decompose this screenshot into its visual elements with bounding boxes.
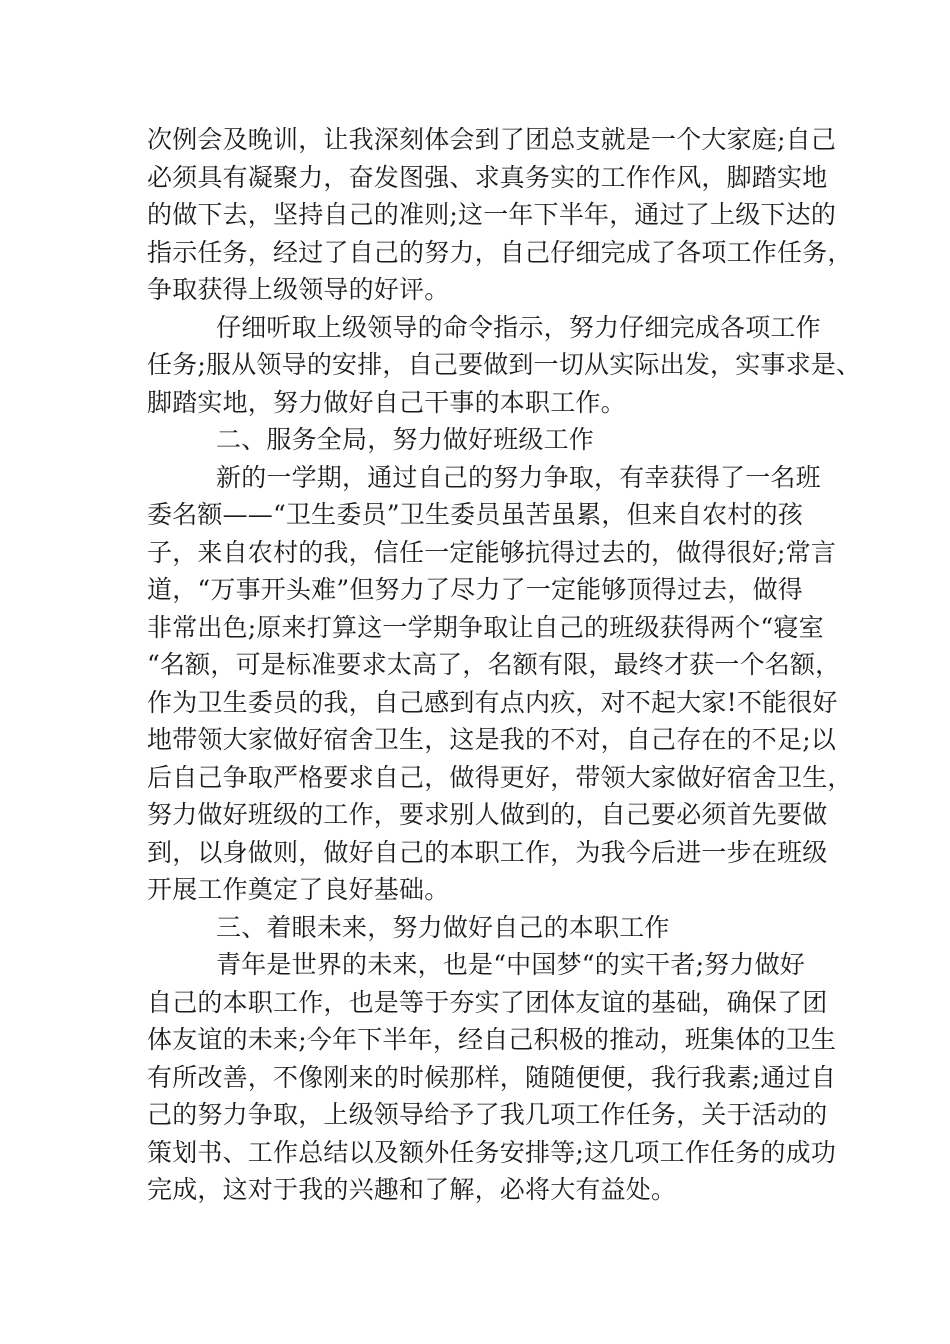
text-line: 自己的本职工作，也是等于夯实了团体友谊的基础，确保了团 [147,988,828,1017]
text-line: 己的努力争取，上级领导给予了我几项工作任务，关于活动的 [147,1100,828,1129]
text-line: 脚踏实地，努力做好自己干事的本职工作。 [147,388,626,417]
text-line: 的做下去，坚持自己的准则;这一年下半年，通过了上级下达的 [147,200,837,229]
text-line: 必须具有凝聚力，奋发图强、求真务实的工作作风，脚踏实地 [147,163,828,192]
text-line: 地带领大家做好宿舍卫生，这是我的不对，自己存在的不足;以 [147,725,837,754]
section-heading: 二、服务全局，努力做好班级工作 [216,425,595,454]
text-line: 道，“万事开头难”但努力了尽力了一定能够顶得过去，做得 [147,575,803,604]
text-line: 开展工作奠定了良好基础。 [147,875,450,904]
text-line: 任务;服从领导的安排，自己要做到一切从实际出发，实事求是、 [147,350,862,379]
text-line: 到，以身做则，做好自己的本职工作，为我今后进一步在班级 [147,838,828,867]
text-line: 有所改善，不像刚来的时候那样，随随便便，我行我素;通过自 [147,1063,837,1092]
text-line: 非常出色;原来打算这一学期争取让自己的班级获得两个“寝室 [147,613,824,642]
section-heading: 三、着眼未来，努力做好自己的本职工作 [216,913,670,942]
text-line: 努力做好班级的工作，要求别人做到的，自己要必须首先要做 [147,800,828,829]
text-line: “名额，可是标准要求太高了，名额有限，最终才获一个名额， [147,650,841,679]
text-line: 次例会及晚训，让我深刻体会到了团总支就是一个大家庭;自己 [147,125,837,154]
text-line: 指示任务，经过了自己的努力，自己仔细完成了各项工作任务， [147,238,853,267]
text-line: 争取获得上级领导的好评。 [147,275,450,304]
paragraph-first-line: 青年是世界的未来，也是“中国梦“的实干者;努力做好 [216,950,805,979]
text-line: 委名额——“卫生委员”卫生委员虽苦虽累，但来自农村的孩 [147,500,803,529]
text-line: 作为卫生委员的我，自己感到有点内疚，对不起大家!不能很好 [147,688,838,717]
text-line: 体友谊的未来;今年下半年，经自己积极的推动，班集体的卫生 [147,1025,837,1054]
paragraph-first-line: 仔细听取上级领导的命令指示，努力仔细完成各项工作 [216,313,821,342]
text-line: 子，来自农村的我，信任一定能够抗得过去的，做得很好;常言 [147,538,837,567]
paragraph-first-line: 新的一学期，通过自己的努力争取，有幸获得了一名班 [216,463,821,492]
text-line: 完成，这对于我的兴趣和了解，必将大有益处。 [147,1175,677,1204]
text-line: 后自己争取严格要求自己，做得更好，带领大家做好宿舍卫生， [147,763,853,792]
text-line: 策划书、工作总结以及额外任务安排等;这几项工作任务的成功 [147,1138,837,1167]
